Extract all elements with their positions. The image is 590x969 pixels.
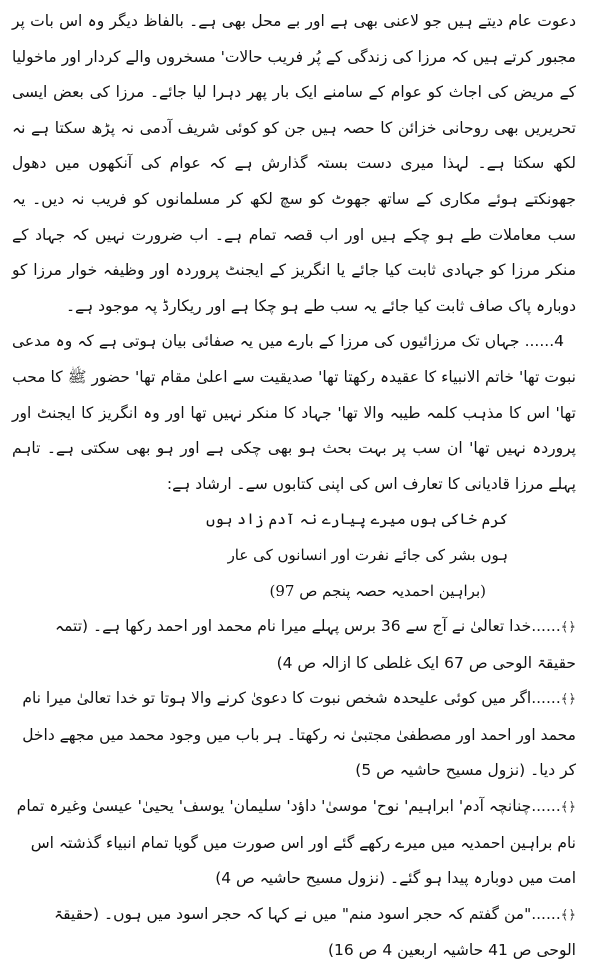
verse-source: (براہین احمدیہ حصہ پنجم ص 97) [269,581,486,600]
point-number: 4 [554,332,564,351]
quote-marker-icon: ﴿﴾ [560,907,576,923]
point-4-text: جہاں تک مرزائیوں کی مرزا کے بارے میں یہ صفائی بیان ہوتی ہے کہ وہ مدعی نبوت تھا' خاتم الانبیاء کا عقیدہ رکھتا تھا' صدیقیت سے اعلیٰ مقام تھا' حضور ﷺ کا محب تھا' اس کا مذہب کلمہ طیبہ والا تھا' جہاد کا منکر نہیں تھا اور وہ انگریز کا ایجنٹ اور پروردہ نہیں تھا' ان سب پر بہت بحث ہو بھی چکی ہے اور ہو بھی سکتی ہے۔ تاہم پہلے مرزا قادیانی کا تعارف اس کی اپنی کتابوں سے۔ ارشاد ہے: [12,332,576,493]
quote-text: چنانچہ آدم' ابراہیم' نوح' موسیٰ' داؤد' سلیمان' یوسف' یحییٰ' عیسیٰ وغیرہ تمام نام براہین احمدیہ میں میرے رکھے گئے اور اس صورت میں گویا تمام انبیاء گذشتہ اس امت میں دوبارہ پیدا ہو گئے۔ (نزول مسیح حاشیہ ص 4) [16,797,576,888]
quote-text: خدا تعالیٰ نے آج سے 36 برس پہلے میرا نام محمد اور احمد رکھا ہے۔ (تتمہ حقیقۃ الوحی ص 67 ایک غلطی کا ازالہ ص 4) [55,617,576,672]
quote-marker-icon: ﴿﴾ [560,620,576,636]
quote-text: "من گفتم کہ حجر اسود منم" میں نے کہا کہ حجر اسود میں ہوں۔ (حقیقۃ الوحی ص 41 حاشیہ اربعین 4 ص 16) [53,904,576,960]
quote-item: ﴿﴾......چنانچہ آدم' ابراہیم' نوح' موسیٰ' داؤد' سلیمان' یوسف' یحییٰ' عیسیٰ وغیرہ تمام نام براہین احمدیہ میں میرے رکھے گئے اور اس صورت میں گویا تمام انبیاء گذشتہ اس امت میں دوبارہ پیدا ہو گئے۔ (نزول مسیح حاشیہ ص 4) [16,797,576,888]
quote-item: ﴿﴾......"من گفتم کہ حجر اسود منم" میں نے کہا کہ حجر اسود میں ہوں۔ (حقیقۃ الوحی ص 41 حاشیہ اربعین 4 ص 16) [53,904,576,960]
quote-marker-icon: ﴿﴾ [560,692,576,708]
verse-line-2: ہوں بشر کی جائے نفرت اور انسانوں کی عار [227,545,508,564]
quote-item: ﴿﴾......خدا تعالیٰ نے آج سے 36 برس پہلے میرا نام محمد اور احمد رکھا ہے۔ (تتمہ حقیقۃ الوحی ص 67 ایک غلطی کا ازالہ ص 4) [55,617,576,672]
quote-text: اگر میں کوئی علیحدہ شخص نبوت کا دعویٰ کرنے والا ہوتا تو خدا تعالیٰ میرا نام محمد اور احمد اور مصطفیٰ مجتبیٰ نہ رکھتا۔ ہر باب میں وجود محمد میں مجھے داخل کر دیا۔ (نزول مسیح حاشیہ ص 5) [22,689,576,780]
point-4-paragraph [12,324,576,502]
point-dots: ...... [524,332,555,351]
quote-item: ﴿﴾......اگر میں کوئی علیحدہ شخص نبوت کا دعویٰ کرنے والا ہوتا تو خدا تعالیٰ میرا نام محمد اور احمد اور مصطفیٰ مجتبیٰ نہ رکھتا۔ ہر باب میں وجود محمد میں مجھے داخل کر دیا۔ (نزول مسیح حاشیہ ص 5) [22,689,576,780]
verse-line-1: کرم خاکی ہوں میرے پیارے نہ آدم زاد ہوں [206,510,508,529]
intro-paragraph: دعوت عام دیتے ہیں جو لاعنی بھی ہے اور بے محل بھی ہے۔ بالفاظ دیگر وہ اس بات پر مجبور کرتے ہیں کہ مرزا کی زندگی کے پُر فریب حالات' مسخروں والے کردار اور ماخولیا کے مریض کی اجاث کو عوام کے سامنے ایک بار پھر دہرا لیا جائے۔ مرزا کی بعض ایسی تحریریں بھی روحانی خزائن کا حصہ ہیں جن کو کوئی شریف آدمی نہ پڑھ سکتا ہے نہ لکھ سکتا ہے۔ لہذا میری دست بستہ گذارش ہے کہ عوام کی آنکھوں میں دھول جھونکتے ہوئے مکاری کے ساتھ جھوٹ کو سچ لکھ کر مسلمانوں کو فریب نہ دیں۔ یہ سب معاملات طے ہو چکے ہیں اور اب قصہ تمام ہے۔ اب ضرورت نہیں کہ جہاد کے منکر مرزا کو جہادی ثابت کیا جائے یا انگریز کے ایجنٹ پروردہ اور وظیفہ خوار مرزا کو دوبارہ پاک صاف ثابت کیا جائے یہ سب طے ہو چکا ہے اور ریکارڈ پہ موجود ہے۔ [12,12,576,315]
quote-marker-icon: ﴿﴾ [560,800,576,816]
